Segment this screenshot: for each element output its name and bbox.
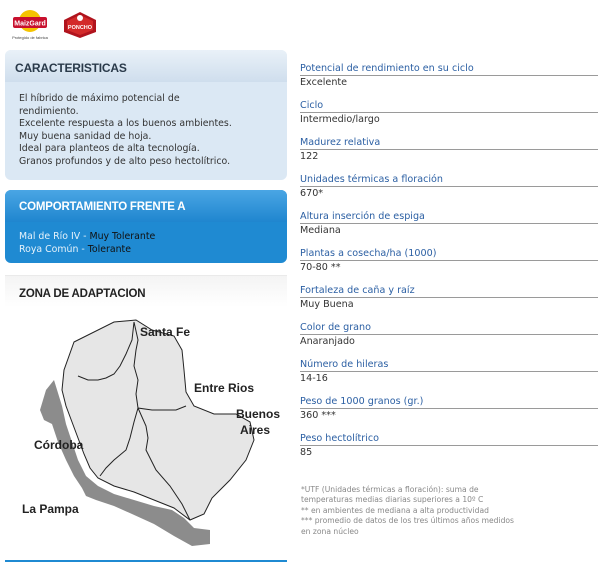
spec-label: Ciclo [300,99,598,113]
tolerance-value: Muy Tolerante [89,231,156,242]
spec-row [300,284,598,321]
spec-value: Intermedio/largo [300,114,380,125]
region-label-entre-rios: Entre Rios [194,381,255,395]
caracteristicas-line: rendimiento. [19,105,79,117]
region-label-buenos: Buenos [236,407,281,421]
maizgard-logo [10,8,50,42]
spec-value: Excelente [300,77,348,88]
spec-value: 670* [300,188,324,199]
zona-title: ZONA DE ADAPTACION [19,288,146,300]
adaptation-map [14,310,284,560]
spec-row [300,321,598,358]
spec-row [300,62,598,99]
footnote-line: temperaturas medias diarias superiores a 10º C [301,495,484,505]
disease-name: Roya Común - [19,243,88,255]
spec-value: 85 [300,447,313,458]
footnotes [301,485,591,537]
footnote-line: *** promedio de datos de los tres últimos años medidos [301,516,514,526]
caracteristicas-line: Granos profundos y de alto peso hectolítrico. [19,155,231,167]
spec-label: Peso de 1000 granos (gr.) [300,395,598,409]
caracteristicas-text [19,93,232,169]
spec-value: 122 [300,151,319,162]
spec-value: Anaranjado [300,336,355,347]
region-label-cordoba: Córdoba [34,438,84,452]
footnote-line: *UTF (Unidades térmicas a floración): suma de [301,485,479,494]
disease-name: Mal de Río IV - [19,231,90,242]
spec-row [300,99,598,136]
spec-label: Plantas a cosecha/ha (1000) [300,247,598,261]
region-label-aires: Aires [240,423,271,437]
caracteristicas-line: El híbrido de máximo potencial de [19,93,180,104]
spec-label: Potencial de rendimiento en su ciclo [300,62,598,76]
caracteristicas-title: CARACTERISTICAS [15,61,127,75]
footnote-line: en zona núcleo [301,526,359,536]
spec-value: 14-16 [300,373,328,384]
logo-area [10,8,110,42]
spec-row [300,432,598,469]
spec-value: 360 *** [300,410,336,421]
caracteristicas-line: Excelente respuesta a los buenos ambientes. [19,118,232,130]
spec-label: Madurez relativa [300,136,598,150]
comportamiento-panel [5,190,287,263]
spec-row [300,173,598,210]
svg-text:MaizGard: MaizGard [14,20,46,28]
comportamiento-list [19,231,155,256]
spec-label: Número de hileras [300,358,598,372]
spec-label: Altura inserción de espiga [300,210,598,224]
spec-value: 70-80 ** [300,262,341,273]
divider [5,560,287,562]
spec-value: Muy Buena [300,299,354,310]
comportamiento-item [19,231,155,244]
caracteristicas-panel [5,50,287,180]
spec-row [300,358,598,395]
caracteristicas-line: Ideal para planteos de alta tecnología. [19,143,200,155]
spec-list [300,62,598,469]
footnote-line: ** en ambientes de mediana a alta productividad [301,505,489,515]
caracteristicas-line: Muy buena sanidad de hoja. [19,130,152,142]
spec-row [300,210,598,247]
region-label-santa-fe: Santa Fe [140,325,191,339]
spec-label: Peso hectolítrico [300,432,598,446]
svg-text:Protegido de fabrica: Protegido de fabrica [12,35,48,40]
spec-label: Unidades térmicas a floración [300,173,598,187]
spec-value: Mediana [300,225,341,236]
svg-text:PONCHO: PONCHO [67,25,93,31]
comportamiento-item [19,244,155,257]
tolerance-value: Tolerante [87,243,131,255]
spec-row [300,136,598,173]
comportamiento-title: COMPORTAMIENTO FRENTE A [19,201,186,213]
ponchito-logo [60,10,100,40]
region-label-la-pampa: La Pampa [22,502,79,516]
spec-label: Fortaleza de caña y raíz [300,284,598,298]
spec-row [300,247,598,284]
spec-label: Color de grano [300,321,598,335]
spec-row [300,395,598,432]
